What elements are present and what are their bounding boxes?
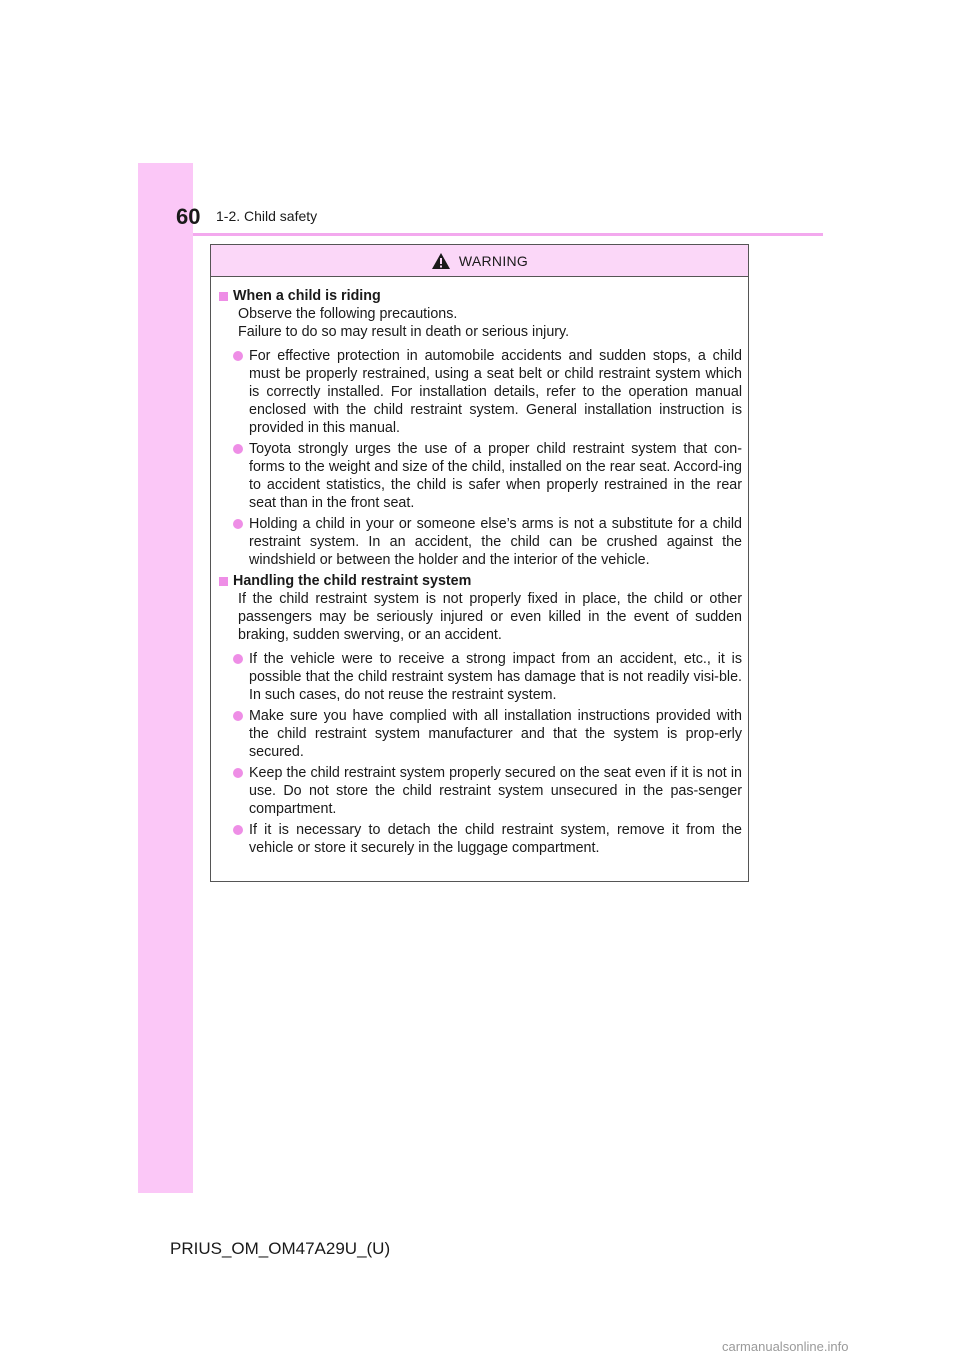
bullet-text: For effective protection in automobile accidents and sudden stops, a child must be properly restrained, using a seat belt or child restraint system which is correctly installed. For installation details, refer to the operation manual enclosed with the child restraint system. General installation instruction is provided in this manual.	[249, 348, 742, 436]
section-heading-text: Handling the child restraint system	[233, 573, 472, 589]
section-heading-text: When a child is riding	[233, 288, 381, 304]
warning-box	[210, 244, 749, 882]
circle-bullet-icon	[233, 444, 243, 454]
bullet-text: Holding a child in your or someone else’s arms is not a substitute for a child restraint system. In an accident, the child can be crushed against the windshield or between the holder and the interior of the vehicle.	[249, 516, 742, 568]
warning-section	[218, 572, 742, 857]
bullet-item	[218, 515, 742, 569]
circle-bullet-icon	[233, 351, 243, 361]
warning-triangle-icon	[431, 252, 451, 270]
bullet-text: Make sure you have complied with all installation instructions provided with the child restraint system manufacturer and that the system is prop-erly secured.	[249, 708, 742, 760]
section-heading	[218, 287, 742, 305]
warning-header	[211, 245, 748, 277]
watermark: carmanualsonline.info	[722, 1339, 849, 1354]
circle-bullet-icon	[233, 519, 243, 529]
bullet-item	[218, 707, 742, 761]
side-tab	[138, 163, 193, 1193]
section-heading	[218, 572, 742, 590]
bullet-text: Toyota strongly urges the use of a proper child restraint system that con-forms to the weight and size of the child, installed on the rear seat. Accord-ing to accident statistics, the child is safer when properly restrained in the rear seat than in the front seat.	[249, 441, 742, 511]
intro-text: If the child restraint system is not properly fixed in place, the child or other passengers may be seriously injured or even killed in the event of sudden braking, sudden swerving, or an accident.	[238, 591, 742, 643]
section-title: 1-2. Child safety	[216, 208, 318, 224]
warning-body	[211, 277, 748, 857]
bullet-item	[218, 347, 742, 437]
circle-bullet-icon	[233, 825, 243, 835]
intro-text: Failure to do so may result in death or serious injury.	[238, 324, 570, 340]
bullet-text: If it is necessary to detach the child restraint system, remove it from the vehicle or store it securely in the luggage compartment.	[249, 822, 742, 856]
square-bullet-icon	[219, 292, 228, 301]
bullet-item	[218, 821, 742, 857]
page-number: 60	[176, 204, 201, 229]
bullet-item	[218, 650, 742, 704]
warning-section	[218, 287, 742, 569]
bullet-item	[218, 440, 742, 512]
circle-bullet-icon	[233, 654, 243, 664]
header-rule	[193, 233, 823, 236]
bullet-text: Keep the child restraint system properly secured on the seat even if it is not in use. Do not store the child restraint system unsecured in the pas-senger compartment.	[249, 765, 742, 817]
square-bullet-icon	[219, 577, 228, 586]
document-id: PRIUS_OM_OM47A29U_(U)	[170, 1239, 391, 1258]
circle-bullet-icon	[233, 768, 243, 778]
bullet-item	[218, 764, 742, 818]
circle-bullet-icon	[233, 711, 243, 721]
warning-label: WARNING	[458, 252, 529, 269]
bullet-text: If the vehicle were to receive a strong impact from an accident, etc., it is possible that the child restraint system has damage that is not readily visi-ble. In such cases, do not reuse the restraint system.	[249, 651, 742, 703]
intro-text: Observe the following precautions.	[238, 306, 458, 322]
